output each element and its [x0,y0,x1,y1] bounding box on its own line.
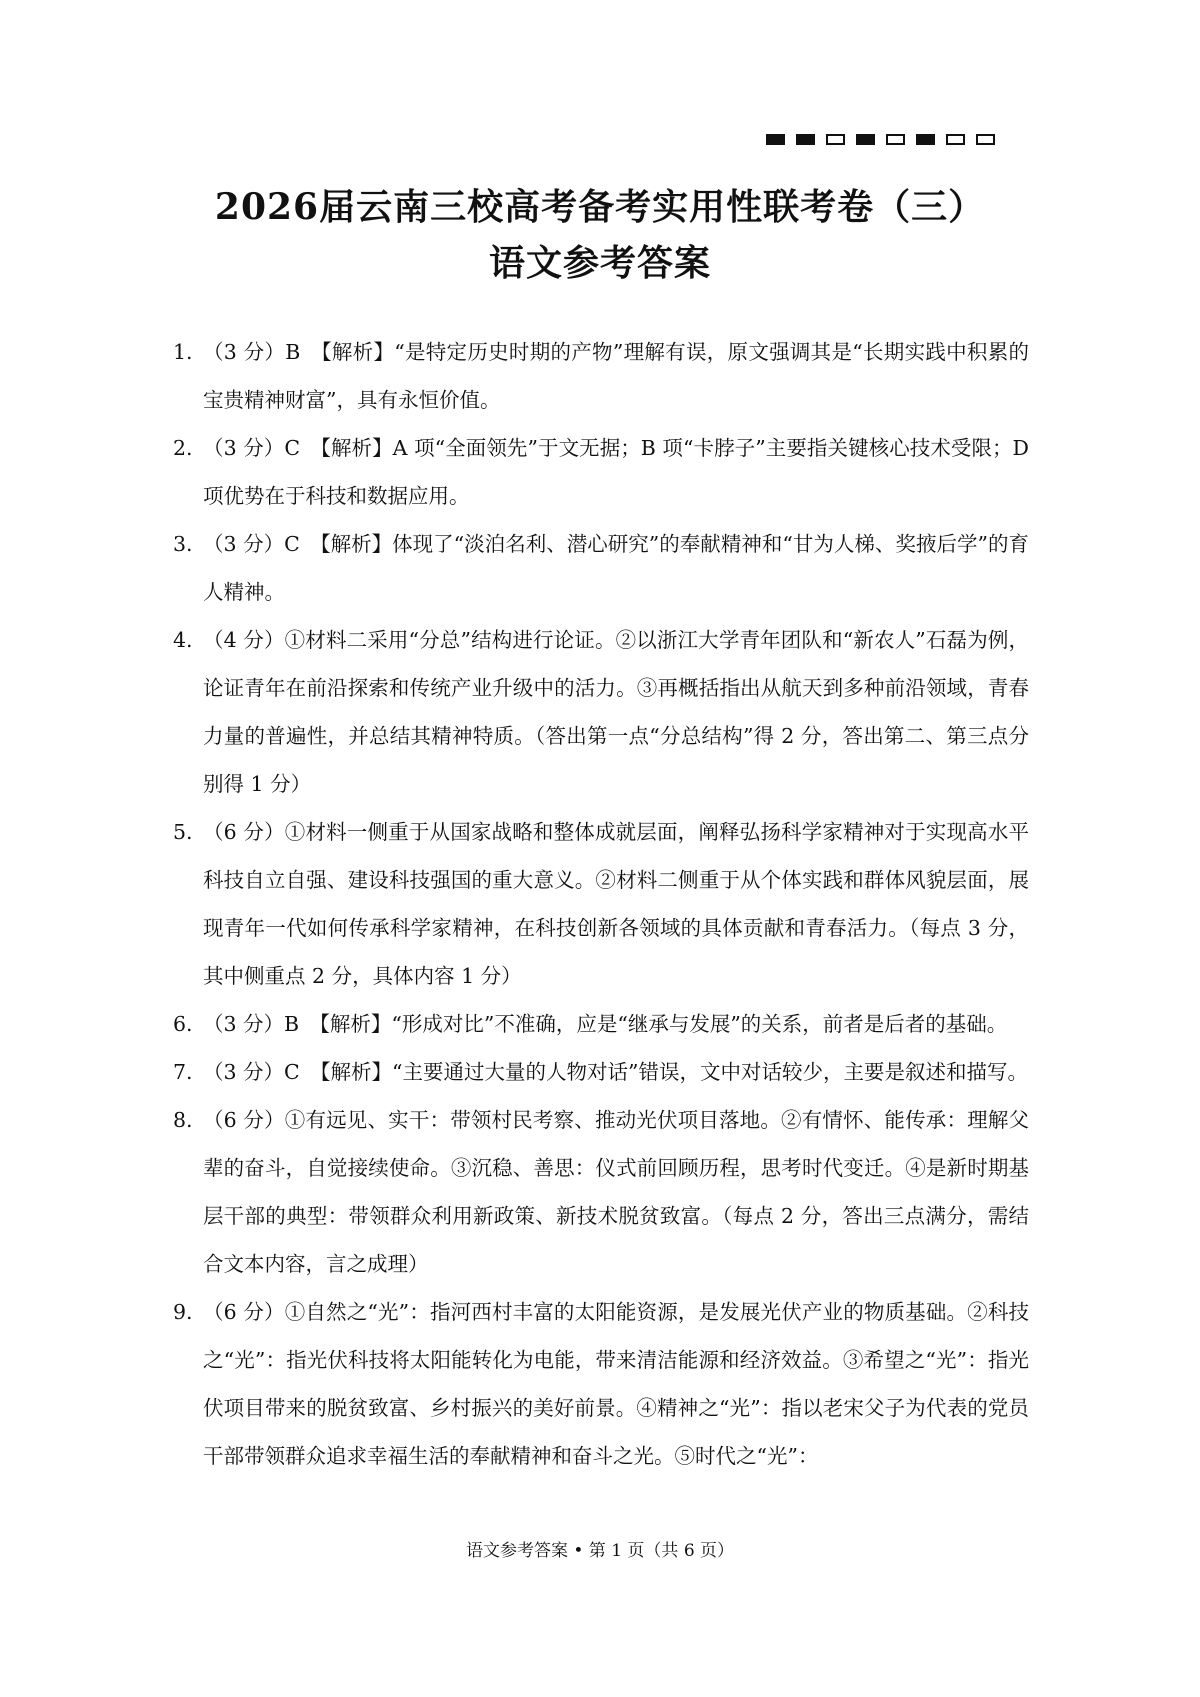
answer-text: （3 分）B 【解析】“是特定历史时期的产物”理解有误，原文强调其是“长期实践中积累的宝贵精神财富”，具有永恒价值。 [203,340,1029,412]
hollow-square-mark [946,134,965,145]
page-footer: 语文参考答案 • 第 1 页（共 6 页） [465,1541,735,1561]
answer-number: 4. [173,628,193,652]
exam-subtitle: 语文参考答案 [488,242,711,284]
answer-item-9 [173,1288,1029,1480]
answer-item-7 [173,1048,1029,1096]
answer-number: 9. [173,1300,193,1324]
answer-item-6 [173,1000,1029,1048]
answer-number: 3. [173,532,193,556]
answer-text: （6 分）①自然之“光”：指河西村丰富的太阳能资源，是发展光伏产业的物质基础。②科技之“光”：指光伏科技将太阳能转化为电能，带来清洁能源和经济效益。③希望之“光”：指光伏项目带来的脱贫致富、乡村振兴的美好前景。④精神之“光”：指以老宋父子为代表的党员干部带领群众追求幸福生活的奉献精神和奋斗之光。⑤时代之“光”： [203,1300,1029,1468]
answer-sheet-code-marks [766,134,995,145]
exam-title: 2026届云南三校高考备考实用性联考卷（三） [214,186,986,228]
answer-number: 5. [173,820,193,844]
filled-square-mark [796,134,815,145]
answer-text: （3 分）C 【解析】“主要通过大量的人物对话”错误，文中对话较少，主要是叙述和描写。 [203,1060,1028,1084]
answer-item-3 [173,520,1029,616]
answer-item-2 [173,424,1029,520]
answer-item-1 [173,328,1029,424]
answer-text: （4 分）①材料二采用“分总”结构进行论证。②以浙江大学青年团队和“新农人”石磊为例，论证青年在前沿探索和传统产业升级中的活力。③再概括指出从航天到多种前沿领域，青春力量的普遍性，并总结其精神特质。（答出第一点“分总结构”得 2 分，答出第二、第三点分别得 1 分） [203,628,1029,796]
answer-item-8 [173,1096,1029,1288]
answer-number: 1. [173,340,193,364]
filled-square-mark [916,134,935,145]
filled-square-mark [766,134,785,145]
answer-number: 8. [173,1108,193,1132]
answer-text: （6 分）①材料一侧重于从国家战略和整体成就层面，阐释弘扬科学家精神对于实现高水平科技自立自强、建设科技强国的重大意义。②材料二侧重于从个体实践和群体风貌层面，展现青年一代如何传承科学家精神，在科技创新各领域的具体贡献和青春活力。（每点 3 分，其中侧重点 2 分，具体内容 1 分） [203,820,1029,988]
hollow-square-mark [976,134,995,145]
filled-square-mark [856,134,875,145]
answer-number: 6. [173,1012,193,1036]
answer-list [173,328,1029,1480]
answer-item-4 [173,616,1029,808]
answer-number: 2. [173,436,193,460]
hollow-square-mark [826,134,845,145]
answer-text: （6 分）①有远见、实干：带领村民考察、推动光伏项目落地。②有情怀、能传承：理解父辈的奋斗，自觉接续使命。③沉稳、善思：仪式前回顾历程，思考时代变迁。④是新时期基层干部的典型：带领群众利用新政策、新技术脱贫致富。（每点 2 分，答出三点满分，需结合文本内容，言之成理） [203,1108,1029,1276]
hollow-square-mark [886,134,905,145]
answer-number: 7. [173,1060,193,1084]
answer-text: （3 分）C 【解析】体现了“淡泊名利、潜心研究”的奉献精神和“甘为人梯、奖掖后学”的育人精神。 [203,532,1029,604]
answer-text: （3 分）C 【解析】A 项“全面领先”于文无据；B 项“卡脖子”主要指关键核心技术受限；D 项优势在于科技和数据应用。 [203,436,1029,508]
answer-item-5 [173,808,1029,1000]
answer-text: （3 分）B 【解析】“形成对比”不准确，应是“继承与发展”的关系，前者是后者的基础。 [203,1012,1008,1036]
